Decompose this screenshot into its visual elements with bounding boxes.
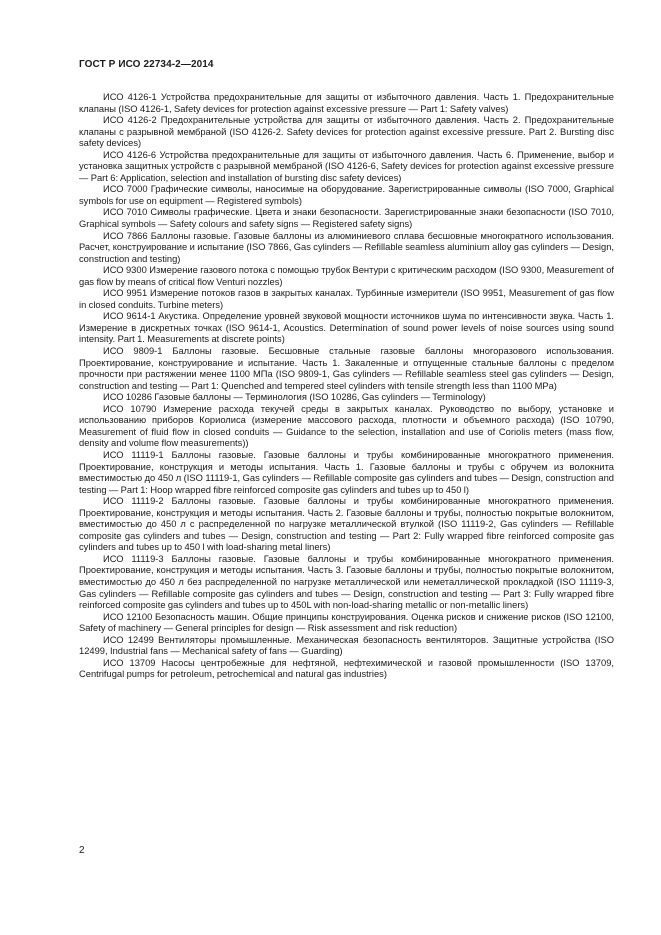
reference-entry: ИСО 4126-1 Устройства предохранительные для защиты от избыточного давления. Часть 1. Предохранительные клапаны (ISO 4126-1, Safety devices for protection against excessive pressure — Part 1: Safety valves)	[79, 92, 614, 114]
reference-entry: ИСО 9300 Измерение газового потока с помощью трубок Вентури с критическим расходом (ISO 9300, Measurement of gas flow by means of critical flow Venturi nozzles)	[79, 265, 614, 287]
page-number: 2	[79, 845, 85, 856]
reference-entry: ИСО 7010 Символы графические. Цвета и знаки безопасности. Зарегистрированные знаки безопасности (ISO 7010, Graphical symbols — Safety colours and safety signs — Registered safety signs)	[79, 207, 614, 230]
reference-entry: ИСО 11119-2 Баллоны газовые. Газовые баллоны и трубы комбинированные многократного применения. Проектирование, конструкция и методы испытания. Часть 2. Газовые баллоны и трубы, полностью покрытые волокнитом, вместимостью до 450 л с распределенной по нагрузке металлической втулкой (ISO 11119-2, Gas cylinders — Refillable composite gas cylinders and tubes — Design, construction and testing — Part 2: Fully wrapped fibre reinforced composite gas cylinders and tubes up to 450 l with load-sharing metal liners)	[79, 496, 614, 553]
document-header: ГОСТ Р ИСО 22734-2—2014	[79, 59, 214, 70]
reference-entry: ИСО 10286 Газовые баллоны — Терминология (ISO 10286, Gas cylinders — Terminology)	[103, 392, 486, 403]
reference-entry: ИСО 7866 Баллоны газовые. Газовые баллоны из алюминиевого сплава бесшовные многократного использования. Расчет, конструирование и испытание (ISO 7866, Gas cylinders — Refillable seamless aluminium alloy gas cylinders — Design, construction and testing)	[79, 230, 614, 264]
reference-entry: ИСО 7000 Графические символы, наносимые на оборудование. Зарегистрированные символы (ISO 7000, Graphical symbols for use on equipment — Registered symbols)	[79, 184, 614, 206]
reference-entry: ИСО 10790 Измерение расхода текучей среды в закрытых каналах. Руководство по выбору, установке и использованию приборов Кориолиса (измерение массового расхода, плотности и объемного расхода) (ISO 10790, Measurement of fluid flow in closed conduits — Guidance to the selection, installation and use of Coriolis meters (mass flow, density and volume flow measurements))	[79, 403, 614, 449]
reference-entry: ИСО 4126-6 Устройства предохранительные для защиты от избыточного давления. Часть 6. Применение, выбор и установка защитных устройств с разрывной мембраной (ISO 4126-6, Safety devices for protection against excessive pressure — Part 6: Application, selection and installation of bursting disc safety devices)	[79, 149, 614, 183]
reference-list	[79, 92, 614, 681]
reference-entry: ИСО 11119-3 Баллоны газовые. Газовые баллоны и трубы комбинированные многократного применения. Проектирование, конструкция и методы испытания. Часть 3. Газовые баллоны и трубы, полностью покрытые волокнитом, вместимостью до 450 л без распределенной по нагрузке металлической или неметаллической прокладкой (ISO 11119-3, Gas cylinders — Refillable composite gas cylinders and tubes — Design, construction and testing — Part 3: Fully wrapped fibre reinforced composite gas cylinders and tubes up to 450L with non-load-sharing metallic or non-metallic liners)	[79, 553, 614, 611]
reference-entry: ИСО 12499 Вентиляторы промышленные. Механическая безопасность вентиляторов. Защитные устройства (ISO 12499, Industrial fans — Mechanical safety of fans — Guarding)	[79, 634, 614, 657]
reference-entry: ИСО 4126-2 Предохранительные устройства для защиты от избыточного давления. Часть 2. Предохранительные клапаны с разрывной мембраной (ISO 4126-2. Safety devices for protection against excessive pressure. Part 2. Bursting disc safety devices)	[79, 115, 614, 149]
reference-entry: ИСО 12100 Безопасность машин. Общие принципы конструирования. Оценка рисков и снижение рисков (ISO 12100, Safety of machinery — General principles for design — Risk assessment and risk reduction)	[79, 611, 614, 634]
reference-entry: ИСО 9614-1 Акустика. Определение уровней звуковой мощности источников шума по интенсивности звука. Часть 1. Измерение в дискретных точках (ISO 9614-1, Acoustics. Determination of sound power levels of noise sources using sound intensity. Part 1. Measurements at discrete points)	[79, 311, 614, 345]
reference-entry: ИСО 11119-1 Баллоны газовые. Газовые баллоны и трубы комбинированные многократного применения. Проектирование, конструкция и методы испытания. Часть 1. Газовые баллоны и трубы с обручем из волокнита вместимостью до 450 л (ISO 11119-1, Gas cylinders — Refillable composite gas cylinders and tubes — Design, construction and testing — Part 1: Hoop wrapped fibre reinforced composite gas cylinders and tubes up to 450 l)	[79, 449, 614, 495]
reference-entry: ИСО 13709 Насосы центробежные для нефтяной, нефтехимической и газовой промышленности (ISO 13709, Centrifugal pumps for petroleum, petrochemical and natural gas industries)	[79, 657, 614, 680]
reference-entry: ИСО 9809-1 Баллоны газовые. Бесшовные стальные газовые баллоны многоразового использования. Проектирование, конструирование и испытание. Часть 1. Закаленные и отпущенные стальные баллоны с пределом прочности при растяжении менее 1100 МПа (ISO 9809-1, Gas cylinders — Refillable seamless steel gas cylinders — Design, construction and testing — Part 1: Quenched and tempered steel cylinders with tensile strength less than 1100 MPa)	[79, 346, 614, 391]
reference-entry: ИСО 9951 Измерение потоков газов в закрытых каналах. Турбинные измерители (ISO 9951, Measurement of gas flow in closed conduits. Turbine meters)	[79, 288, 614, 310]
